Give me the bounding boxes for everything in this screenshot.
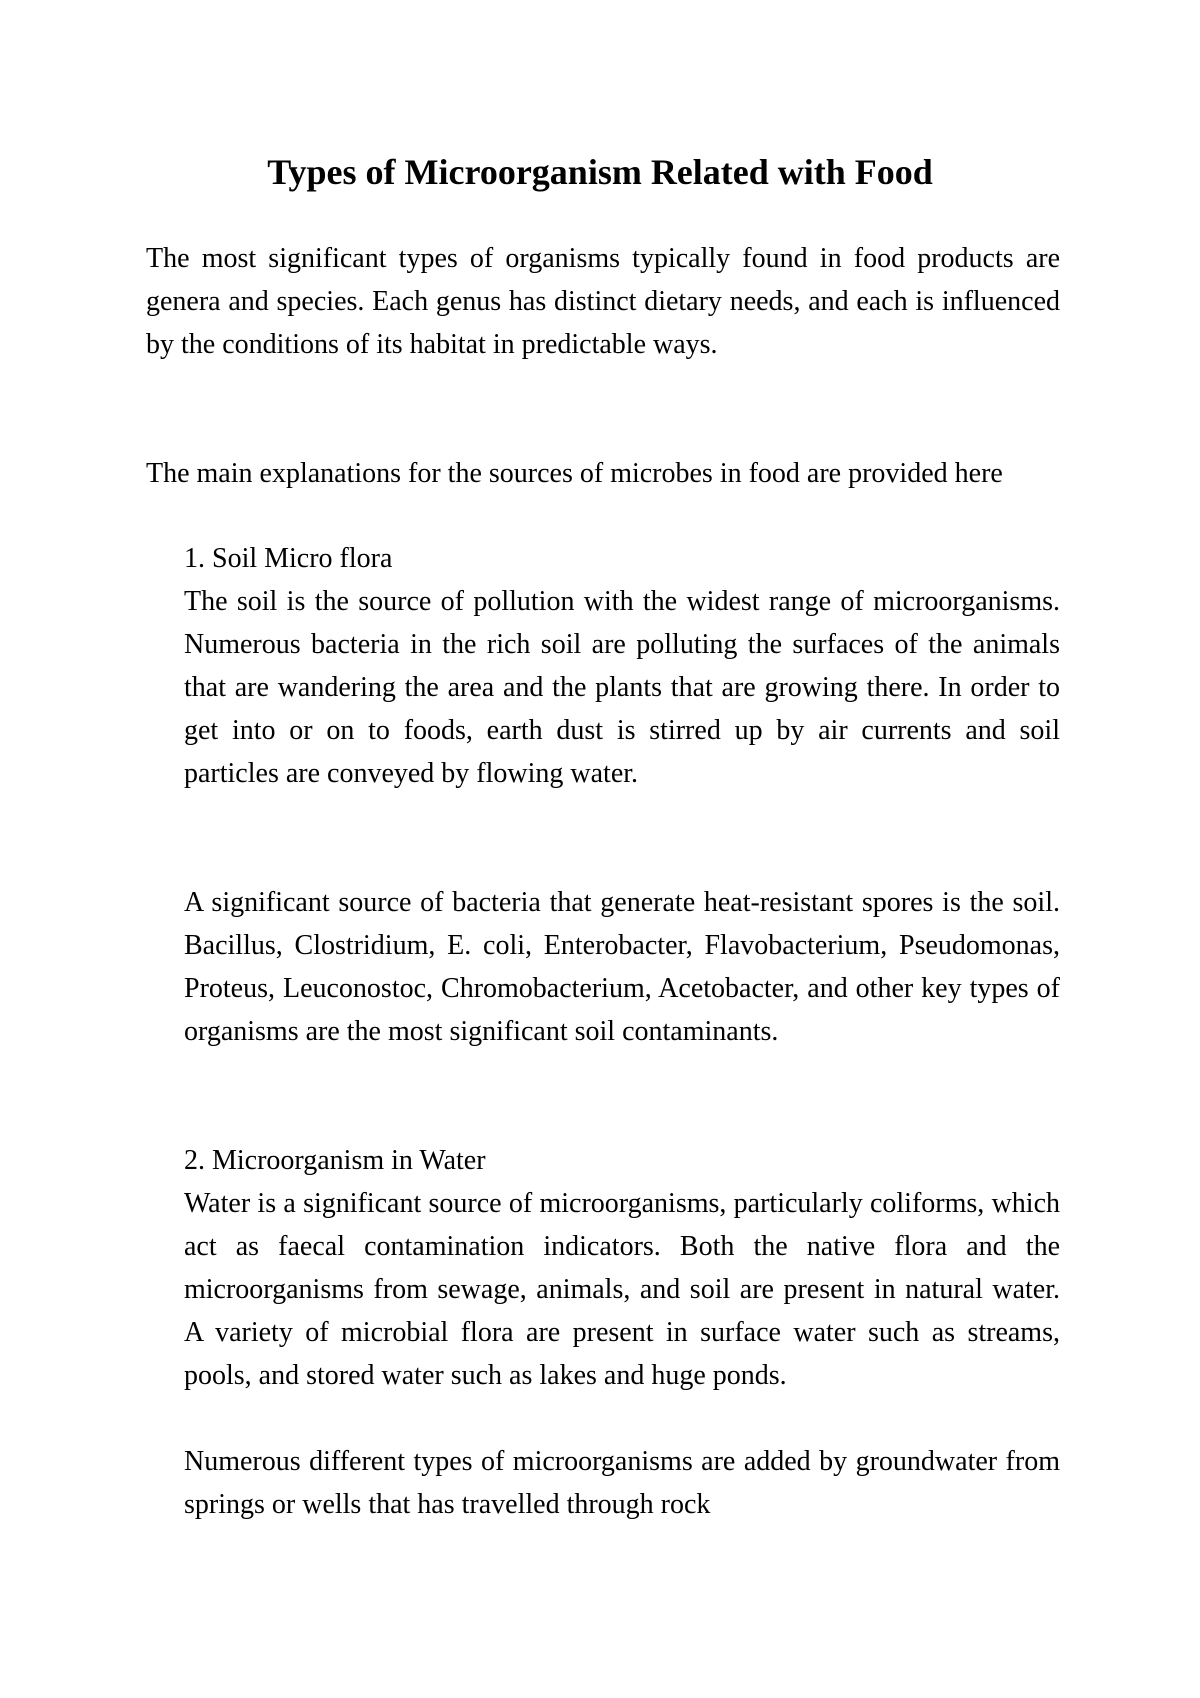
section-paragraph: Numerous different types of microorganisms are added by groundwater from springs or wells that has travelled through rock	[184, 1446, 1060, 1520]
section-paragraph: Water is a significant source of microorganisms, particularly coliforms, which act as faecal contamination indicators. Both the native flora and the microorganisms from sewage, animals, and soil are present in natural water. A variety of microbial flora are present in surface water such as streams, pools, and stored water such as lakes and huge ponds.	[184, 1188, 1060, 1391]
page-title: Types of Microorganism Related with Food	[267, 152, 933, 192]
section-paragraph: The soil is the source of pollution with the widest range of microorganisms. Numerous bacteria in the rich soil are polluting the surfaces of the animals that are wandering the area and the plants that are growing there. In order to get into or on to foods, earth dust is stirred up by air currents and soil particles are conveyed by flowing water.	[184, 586, 1060, 789]
section-heading-microorganism-in-water: 2. Microorganism in Water	[184, 1145, 486, 1176]
section-heading-soil-micro-flora: 1. Soil Micro flora	[184, 543, 393, 574]
intro-paragraph-sources: The main explanations for the sources of microbes in food are provided here	[146, 458, 1003, 489]
intro-paragraph: The most significant types of organisms typically found in food products are genera and species. Each genus has distinct dietary needs, and each is influenced by the conditions of its habitat in predictable ways.	[146, 243, 1060, 360]
section-paragraph: A significant source of bacteria that generate heat-resistant spores is the soil. Bacillus, Clostridium, E. coli, Enterobacter, Flavobacterium, Pseudomonas, Proteus, Leuconostoc, Chromobacterium, Acetobacter, and other key types of organisms are the most significant soil contaminants.	[184, 887, 1060, 1047]
